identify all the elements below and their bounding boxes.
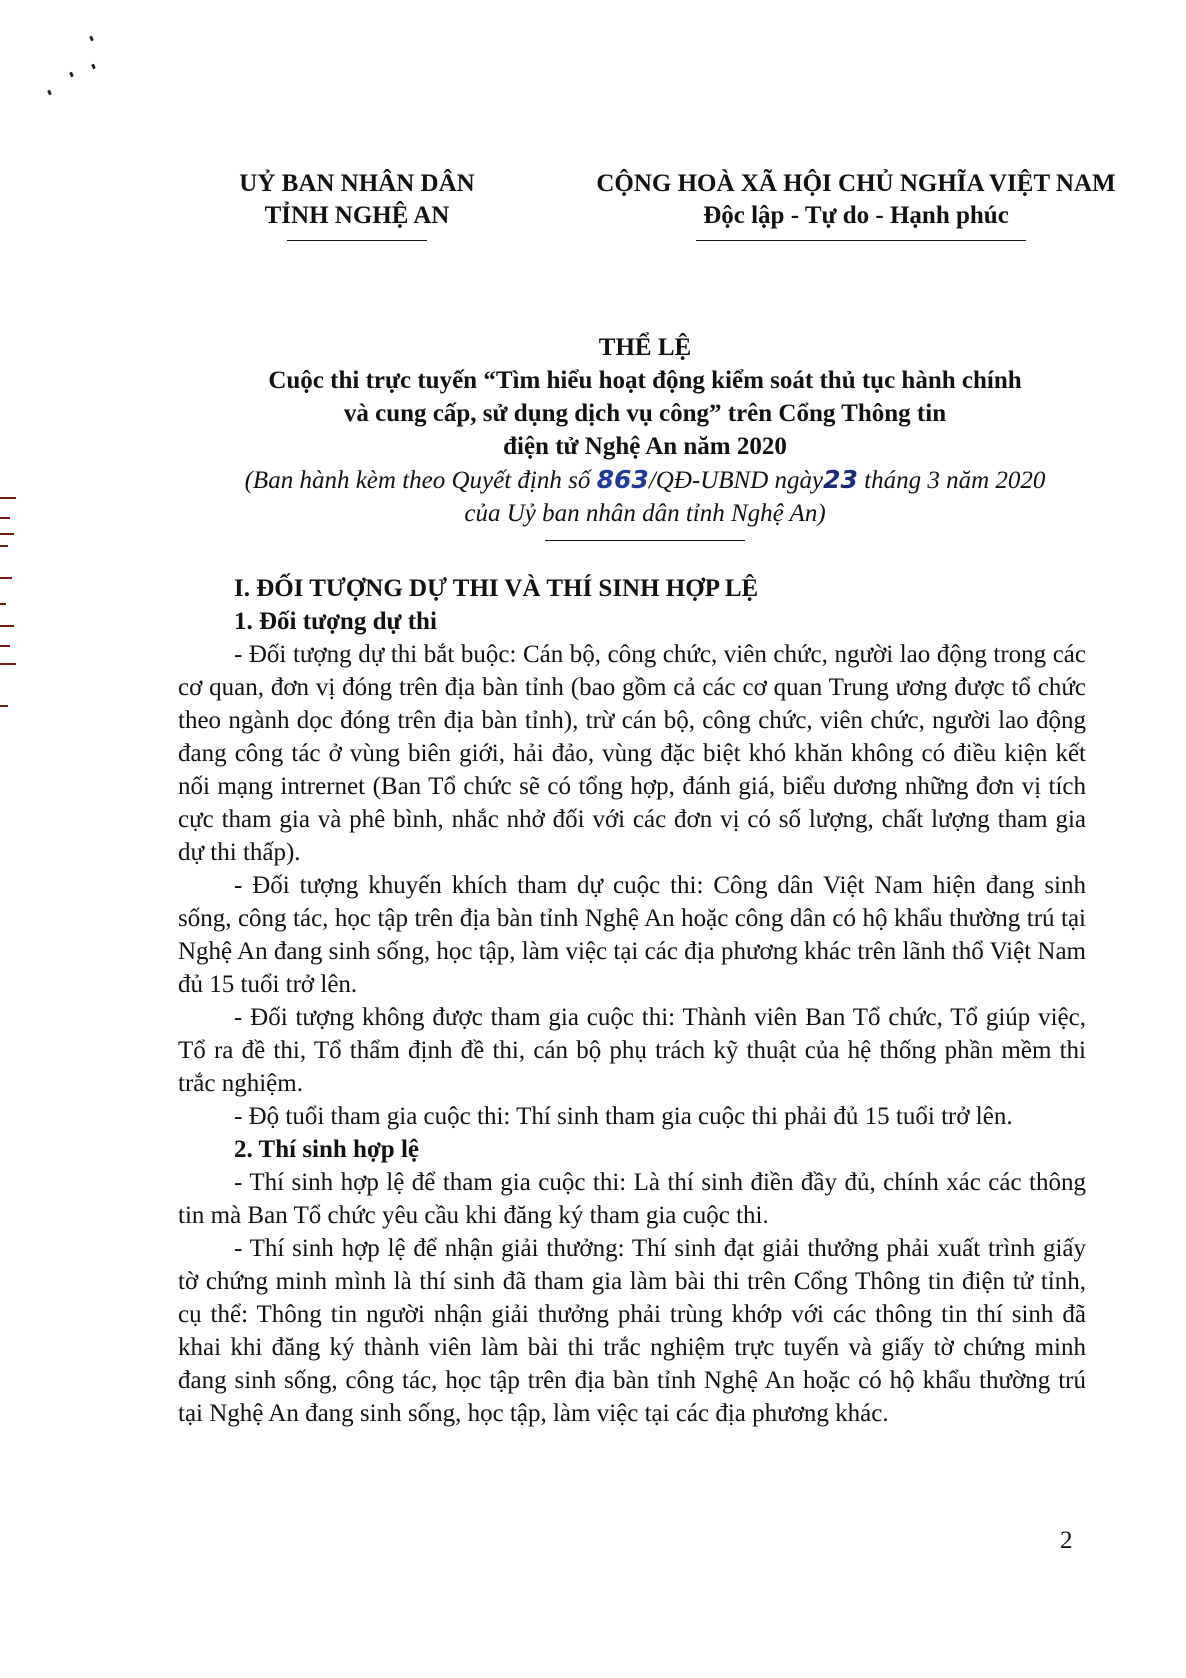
document-title: THỂ LỆ — [598, 334, 692, 361]
divider — [287, 240, 427, 241]
scan-speck — [91, 64, 96, 70]
handwritten-day: 23 — [823, 465, 858, 494]
subsection-heading: 2. Thí sinh hợp lệ — [234, 1136, 419, 1163]
paragraph: - Thí sinh hợp lệ để tham gia cuộc thi: Là thí sinh điền đầy đủ, chính xác các thông tin mà Ban Tổ chức yêu cầu khi đăng ký tham gia cuộc thi. — [178, 1169, 1086, 1229]
subtitle-line: Cuộc thi trực tuyến “Tìm hiểu hoạt động kiểm soát thủ tục hành chính — [268, 367, 1022, 394]
issuing-agency — [212, 168, 502, 241]
paragraph: - Độ tuổi tham gia cuộc thi: Thí sinh tham gia cuộc thi phải đủ 15 tuổi trở lên. — [234, 1103, 1013, 1130]
issuance-suffix: tháng 3 năm 2020 — [857, 467, 1046, 494]
document-body — [178, 572, 1086, 1430]
agency-line: UỶ BAN NHÂN DÂN — [239, 170, 475, 197]
stamp-edge-mark — [0, 495, 18, 715]
paragraph: - Đối tượng dự thi bắt buộc: Cán bộ, công chức, viên chức, người lao động trong các cơ quan, đơn vị đóng trên địa bàn tỉnh (bao gồm cả các cơ quan Trung ương được tổ chức theo ngành dọc đóng trên địa bàn tỉnh), trừ cán bộ, công chức, viên chức, người lao động đang công tác ở vùng biên giới, hải đảo, vùng đặc biệt khó khăn không có điều kiện kết nối mạng intrernet (Ban Tổ chức sẽ có tổng hợp, đánh giá, biểu dương những đơn vị tích cực tham gia và phê bình, nhắc nhở đối với các đơn vị có số lượng, chất lượng tham gia dự thi thấp). — [178, 641, 1086, 866]
issuance-line-2: của Uỷ ban nhân dân tỉnh Nghệ An) — [464, 500, 826, 527]
agency-line: TỈNH NGHỆ AN — [264, 202, 450, 229]
national-title: CỘNG HOÀ XÃ HỘI CHỦ NGHĨA VIỆT NAM — [596, 170, 1116, 197]
subsection-heading: 1. Đối tượng dự thi — [234, 608, 437, 635]
issuance-prefix: (Ban hành kèm theo Quyết định số — [244, 467, 597, 494]
scan-speck — [69, 72, 74, 78]
divider — [545, 540, 745, 541]
section-heading: I. ĐỐI TƯỢNG DỰ THI VÀ THÍ SINH HỢP LỆ — [234, 575, 759, 602]
issuance-middle: /QĐ-UBND ngày — [648, 467, 824, 494]
motto: Độc lập - Tự do - Hạnh phúc — [703, 202, 1009, 229]
handwritten-decision-number: 863 — [596, 465, 649, 494]
issuance-note — [180, 463, 1110, 497]
title-block — [180, 331, 1110, 541]
divider — [696, 240, 1026, 241]
paragraph: - Đối tượng không được tham gia cuộc thi: Thành viên Ban Tổ chức, Tổ giúp việc, Tổ ra đề thi, Tổ thẩm định đề thi, cán bộ phụ trách kỹ thuật của hệ thống phần mềm thi trắc nghiệm. — [178, 1004, 1086, 1097]
national-heading — [566, 168, 1146, 241]
scan-speck — [89, 36, 94, 42]
paragraph: - Đối tượng khuyến khích tham dự cuộc thi: Công dân Việt Nam hiện đang sinh sống, công tác, học tập trên địa bàn tỉnh Nghệ An hoặc công dân có hộ khẩu thường trú tại Nghệ An đang sinh sống, học tập, làm việc tại các địa phương khác trên lãnh thổ Việt Nam đủ 15 tuổi trở lên. — [178, 872, 1086, 998]
subtitle-line: và cung cấp, sử dụng dịch vụ công” trên Cổng Thông tin — [343, 400, 947, 427]
page-number: 2 — [1060, 1527, 1073, 1554]
scan-specks — [40, 28, 100, 98]
paragraph: - Thí sinh hợp lệ để nhận giải thưởng: Thí sinh đạt giải thưởng phải xuất trình giấy tờ chứng minh mình là thí sinh đã tham gia làm bài thi trên Cổng Thông tin điện tử tỉnh, cụ thể: Thông tin người nhận giải thưởng phải trùng khớp với các thông tin thí sinh đã khai khi đăng ký thành viên làm bài thi trắc nghiệm trực tuyến và giấy tờ chứng minh đang sinh sống, công tác, học tập trên địa bàn tỉnh Nghệ An hoặc có hộ khẩu thường trú tại Nghệ An đang sinh sống, học tập, làm việc tại các địa phương khác. — [178, 1235, 1086, 1427]
scan-speck — [47, 90, 52, 96]
subtitle-line: điện tử Nghệ An năm 2020 — [503, 433, 787, 460]
